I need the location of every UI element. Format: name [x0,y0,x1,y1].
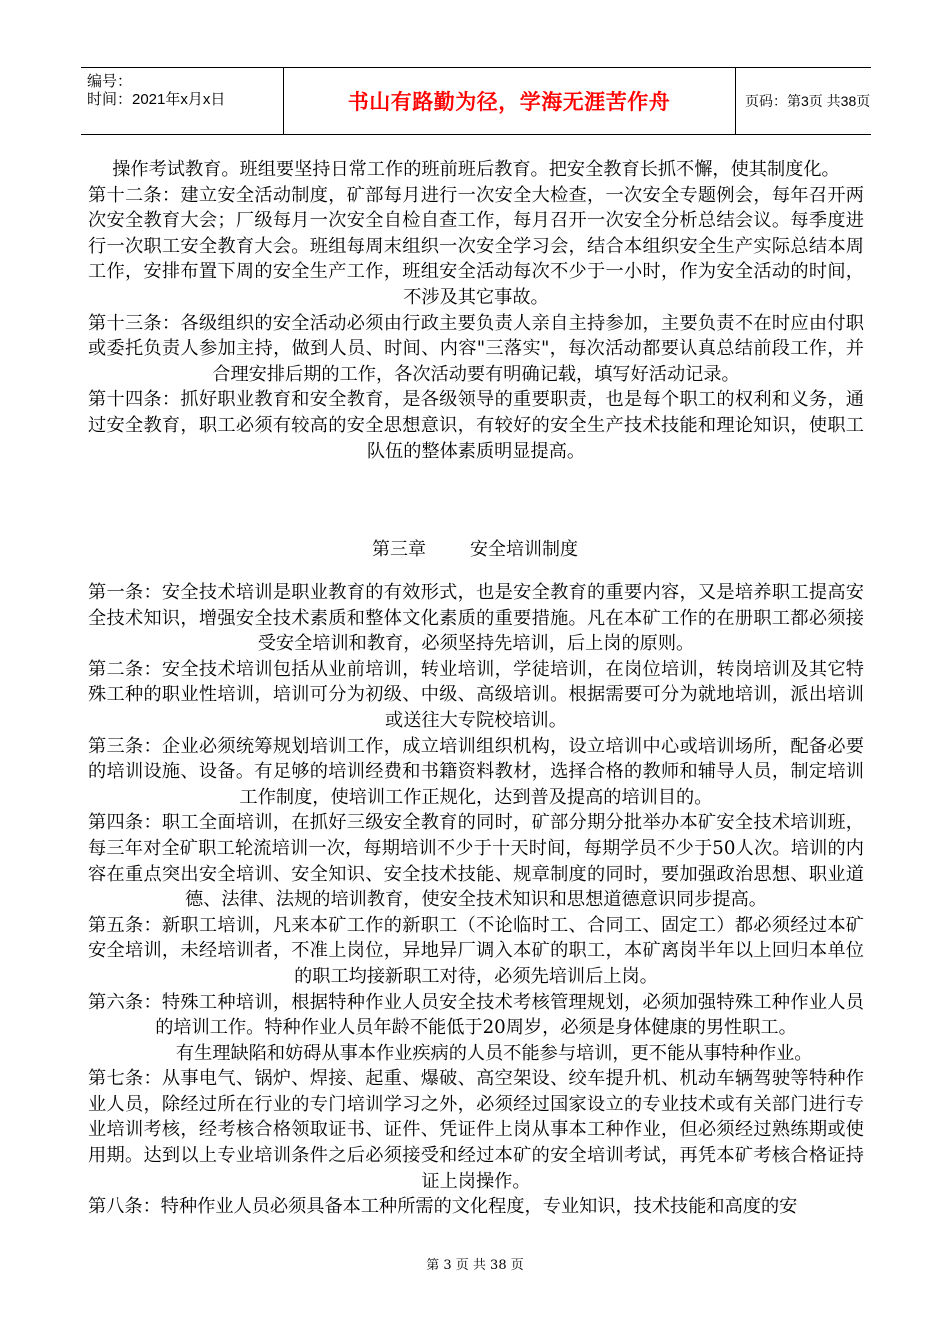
paragraph: 第七条：从事电气、锅炉、焊接、起重、爆破、高空架设、绞车提升机、机动车辆驾驶等特种作业人员，除经过所在行业的专门培训学习之外，必须经过国家设立的专业技术或有关部门进行专业培训考核，经考核合格领取证书、证件、凭证件上岗从事本工种作业，但必须经过熟练期或使用期。达到以上专业培训条件之后必须接受和经过本矿的安全培训考试，再凭本矿考核合格证持证上岗操作。 [88,1068,864,1192]
header-motto: 书山有路勤为径，学海无涯苦作舟 [283,68,736,134]
paragraph: 操作考试教育。班组要坚持日常工作的班前班后教育。把安全教育长抓不懈，使其制度化。 [112,159,840,180]
page-footer: 第 3 页 共 38 页 [426,1258,524,1273]
body-section-top [88,157,864,464]
paragraph: 第十二条：建立安全活动制度，矿部每月进行一次安全大检查，一次安全专题例会，每年召开两次安全教育大会；厂级每月一次安全自检自查工作，每月召开一次安全分析总结会议。每季度进行一次职工安全教育大会。班组每周末组织一次安全学习会，结合本组织安全生产实际总结本周工作，安排布置下周的安全生产工作，班组安全活动每次不少于一小时，作为安全活动的时间，不涉及其它事故。 [88,184,864,308]
paragraph: 第一条：安全技术培训是职业教育的有效形式，也是安全教育的重要内容，又是培养职工提高安全技术知识，增强安全技术素质和整体文化素质的重要措施。凡在本矿工作的在册职工都必须接受安全培训和教育，必须坚持先培训，后上岗的原则。 [88,582,864,655]
paragraph: 第十三条：各级组织的安全活动必须由行政主要负责人亲自主持参加，主要负责不在时应由付职或委托负责人参加主持，做到人员、时间、内容"三落实"，每次活动都要认真总结前段工作，并合理安排后期的工作，各次活动要有明确记载，填写好活动记录。 [88,312,864,385]
header-meta [81,68,284,134]
paragraph: 第五条：新职工培训，凡来本矿工作的新职工（不论临时工、合同工、固定工）都必须经过本矿安全培训，未经培训者，不准上岗位，异地异厂调入本矿的职工，本矿离岗半年以上回归本单位的职工均接新职工对待，必须先培训后上岗。 [88,914,864,987]
paragraph: 第十四条：抓好职业教育和安全教育，是各级领导的重要职责，也是每个职工的权利和义务，通过安全教育，职工必须有较高的安全思想意识，有较好的安全生产技术技能和理论知识，使职工队伍的整体素质明显提高。 [88,389,864,462]
paragraph: 第八条：特种作业人员必须具备本工种所需的文化程度，专业知识，技术技能和高度的安 [88,1196,798,1218]
paragraph: 第二条：安全技术培训包括从业前培训，转业培训，学徒培训，在岗位培训，转岗培训及其它特殊工种的职业性培训，培训可分为初级、中级、高级培训。根据需要可分为就地培训，派出培训或送往大专院校培训。 [88,658,864,731]
header-page-info: 页码：第3页 共38页 [745,93,871,109]
paragraph: 有生理缺陷和妨碍从事本作业疾病的人员不能参与培训，更不能从事特种作业。 [175,1042,813,1064]
chapter-heading [0,535,950,561]
chapter-title: 安全培训制度 [470,539,578,560]
time-label: 时间：2021年x月x日 [87,91,226,108]
page-header [81,67,871,135]
paragraph: 第三条：企业必须统筹规划培训工作，成立培训组织机构，设立培训中心或培训场所，配备必要的培训设施、设备。有足够的培训经费和书籍资料教材，选择合格的教师和辅导人员，制定培训工作制度，使培训工作正规化，达到普及提高的培训目的。 [88,735,864,808]
body-section-bottom [88,580,864,1220]
paragraph: 第四条：职工全面培训，在抓好三级安全教育的同时，矿部分期分批举办本矿安全技术培训班，每三年对全矿职工轮流培训一次，每期培训不少于十天时间，每期学员不少于50人次。培训的内容在重点突出安全培训、安全知识、安全技术技能、规章制度的同时，要加强政治思想、职业道德、法律、法规的培训教育，使安全技术知识和思想道德意识同步提高。 [88,812,864,911]
chapter-number: 第三章 [372,539,426,560]
number-label: 编号： [87,73,133,90]
paragraph: 第六条：特殊工种培训，根据特种作业人员安全技术考核管理规划，必须加强特殊工种作业人员的培训工作。特种作业人员年龄不能低于20周岁，必须是身体健康的男性职工。 [88,991,864,1039]
